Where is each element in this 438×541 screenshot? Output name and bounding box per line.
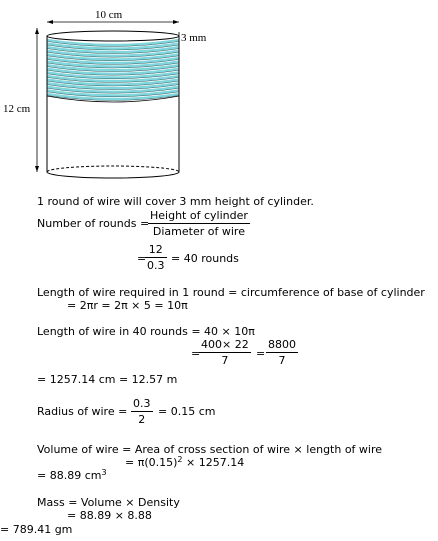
length-numerator-2: 8800 <box>268 338 296 351</box>
rounds-numerator: Height of cylinder <box>150 209 248 222</box>
volume-formula: Volume of wire = Area of cross section of wire × length of wire <box>37 443 383 456</box>
height-label: 12 cm <box>3 103 31 115</box>
arrow-up-icon <box>35 28 39 34</box>
intro-line: 1 round of wire will cover 3 mm height of cylinder. <box>37 195 314 208</box>
length-fraction-1 <box>199 338 251 367</box>
mass-calc: = 88.89 × 8.88 <box>67 509 152 522</box>
length-result: = 1257.14 cm = 12.57 m <box>37 373 178 386</box>
cylinder-figure <box>0 0 438 200</box>
rounds-prefix: Number of rounds = <box>37 217 150 230</box>
length-numerator-1: 400× 22 <box>201 338 249 351</box>
diameter-label: 10 cm <box>95 9 123 21</box>
length-one-round-calc: = 2πr = 2π × 5 = 10π <box>67 299 188 312</box>
mass-formula: Mass = Volume × Density <box>37 496 180 509</box>
length-forty-rounds: Length of wire in 40 rounds = 40 × 10π <box>37 325 255 338</box>
volume-calc-base: = π(0.15) <box>125 456 178 469</box>
radius-result: = 0.15 cm <box>158 405 216 418</box>
volume-result-exponent: 3 <box>101 468 107 477</box>
cylinder-base-back <box>47 166 179 172</box>
arrow-right-icon <box>173 20 179 24</box>
mass-result: = 789.41 gm <box>0 523 73 536</box>
rounds-result: = 40 rounds <box>171 252 239 265</box>
volume-result-value: = 88.89 cm <box>37 469 102 482</box>
wire-thickness-label: 3 mm <box>181 32 207 44</box>
rounds-denominator: Diameter of wire <box>152 225 245 238</box>
length-fraction-2 <box>266 338 298 367</box>
arrow-left-icon <box>47 20 53 24</box>
equals-sign-2: = <box>191 347 201 360</box>
equals-sign: = <box>137 252 147 265</box>
radius-fraction <box>131 397 153 426</box>
equals-sign-3: = <box>256 347 266 360</box>
wire-coils <box>47 40 179 100</box>
length-one-round: Length of wire required in 1 round = circumference of base of cylinder <box>37 286 425 299</box>
rounds-step-fraction <box>145 243 167 272</box>
step-denominator: 0.3 <box>147 259 165 272</box>
volume-result <box>37 469 107 482</box>
step-numerator: 12 <box>145 243 167 258</box>
radius-prefix: Radius of wire = <box>37 405 128 418</box>
volume-calc-exponent: 2 <box>177 455 183 464</box>
radius-numerator: 0.3 <box>133 397 151 410</box>
length-denominator-2: 7 <box>278 354 286 367</box>
rounds-fraction <box>148 209 250 238</box>
radius-denominator: 2 <box>138 413 146 426</box>
length-denominator-1: 7 <box>221 354 229 367</box>
volume-calc-rest: × 1257.14 <box>182 456 245 469</box>
volume-calc <box>125 456 244 469</box>
cylinder-base-front <box>47 172 179 178</box>
cylinder-top-rim <box>47 31 179 41</box>
arrow-down-icon <box>35 166 39 172</box>
